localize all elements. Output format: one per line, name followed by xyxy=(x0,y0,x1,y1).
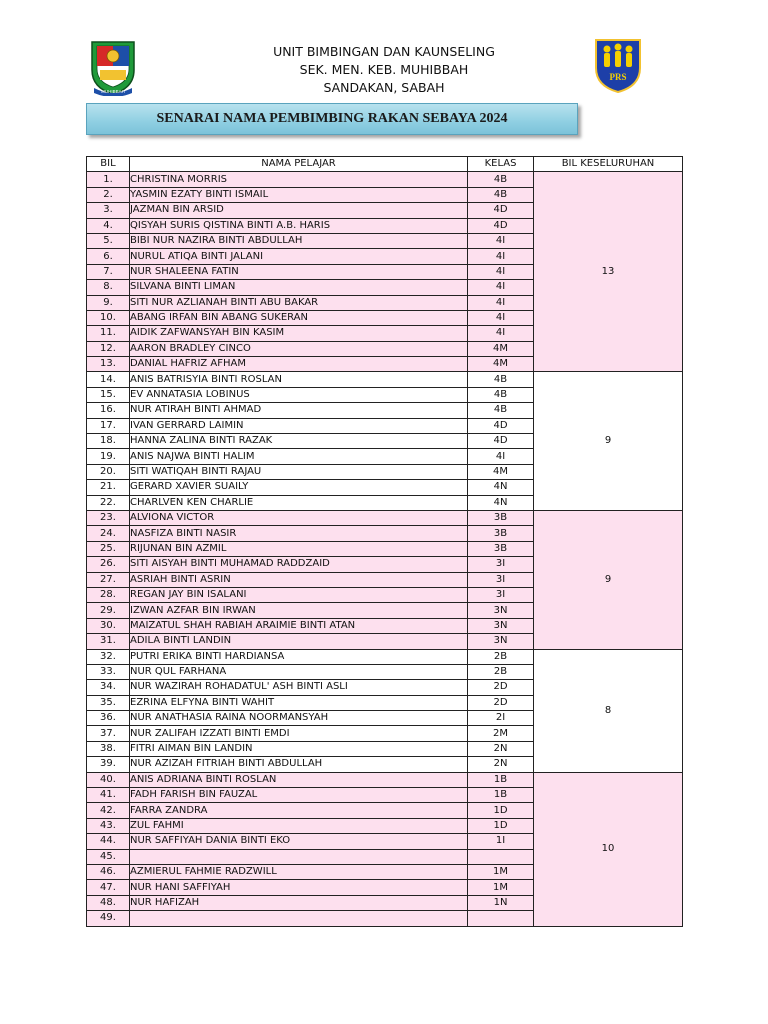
column-header-bil: BIL xyxy=(87,157,130,172)
student-name-cell: IZWAN AZFAR BIN IRWAN xyxy=(130,603,468,618)
row-number-cell: 13. xyxy=(87,357,130,372)
row-number-cell: 1. xyxy=(87,172,130,187)
student-name-cell: QISYAH SURIS QISTINA BINTI A.B. HARIS xyxy=(130,218,468,233)
group-total-cell: 9 xyxy=(534,510,683,649)
class-cell: 2N xyxy=(468,757,534,772)
row-number-cell: 39. xyxy=(87,757,130,772)
student-name-cell: ADILA BINTI LANDIN xyxy=(130,634,468,649)
row-number-cell: 8. xyxy=(87,280,130,295)
student-name-cell: PUTRI ERIKA BINTI HARDIANSA xyxy=(130,649,468,664)
student-name-cell: NUR QUL FARHANA xyxy=(130,664,468,679)
student-name-cell: ANIS ADRIANA BINTI ROSLAN xyxy=(130,772,468,787)
class-cell: 3I xyxy=(468,587,534,602)
class-cell: 4B xyxy=(468,403,534,418)
class-cell: 2N xyxy=(468,741,534,756)
row-number-cell: 48. xyxy=(87,895,130,910)
class-cell: 4D xyxy=(468,434,534,449)
student-name-cell: EZRINA ELFYNA BINTI WAHIT xyxy=(130,695,468,710)
class-cell: 1B xyxy=(468,772,534,787)
class-cell: 4I xyxy=(468,449,534,464)
school-name: SEK. MEN. KEB. MUHIBBAH xyxy=(299,62,469,77)
student-name-cell: EV ANNATASIA LOBINUS xyxy=(130,387,468,402)
row-number-cell: 19. xyxy=(87,449,130,464)
group-total-cell: 8 xyxy=(534,649,683,772)
row-number-cell: 22. xyxy=(87,495,130,510)
student-name-cell: FADH FARISH BIN FAUZAL xyxy=(130,788,468,803)
student-name-cell: BIBI NUR NAZIRA BINTI ABDULLAH xyxy=(130,233,468,248)
student-name-cell: ALVIONA VICTOR xyxy=(130,510,468,525)
class-cell: 1M xyxy=(468,880,534,895)
student-name-cell xyxy=(130,849,468,864)
row-number-cell: 12. xyxy=(87,341,130,356)
student-name-cell: FITRI AIMAN BIN LANDIN xyxy=(130,741,468,756)
student-name-cell: MAIZATUL SHAH RABIAH ARAIMIE BINTI ATAN xyxy=(130,618,468,633)
document-title-banner xyxy=(86,103,578,135)
student-name-cell: NUR WAZIRAH ROHADATUL' ASH BINTI ASLI xyxy=(130,680,468,695)
class-cell: 4I xyxy=(468,264,534,279)
mentor-list-table xyxy=(86,156,683,927)
row-number-cell: 5. xyxy=(87,233,130,248)
class-cell: 2I xyxy=(468,711,534,726)
student-name-cell: NUR ZALIFAH IZZATI BINTI EMDI xyxy=(130,726,468,741)
group-total-cell: 9 xyxy=(534,372,683,511)
row-number-cell: 11. xyxy=(87,326,130,341)
school-header xyxy=(0,43,768,97)
class-cell: 3B xyxy=(468,510,534,525)
crest-ribbon-text: MUHIBBAH xyxy=(101,89,125,94)
student-name-cell: NUR ANATHASIA RAINA NOORMANSYAH xyxy=(130,711,468,726)
class-cell: 1D xyxy=(468,818,534,833)
row-number-cell: 17. xyxy=(87,418,130,433)
class-cell: 3N xyxy=(468,634,534,649)
student-name-cell: SILVANA BINTI LIMAN xyxy=(130,280,468,295)
row-number-cell: 14. xyxy=(87,372,130,387)
row-number-cell: 24. xyxy=(87,526,130,541)
student-name-cell xyxy=(130,911,468,926)
student-name-cell: FARRA ZANDRA xyxy=(130,803,468,818)
class-cell: 4D xyxy=(468,418,534,433)
class-cell: 2B xyxy=(468,649,534,664)
row-number-cell: 45. xyxy=(87,849,130,864)
row-number-cell: 49. xyxy=(87,911,130,926)
student-name-cell: SITI WATIQAH BINTI RAJAU xyxy=(130,464,468,479)
class-cell: 4N xyxy=(468,480,534,495)
student-name-cell: ZUL FAHMI xyxy=(130,818,468,833)
row-number-cell: 47. xyxy=(87,880,130,895)
row-number-cell: 38. xyxy=(87,741,130,756)
class-cell: 1N xyxy=(468,895,534,910)
table-row xyxy=(87,649,683,664)
class-cell: 4I xyxy=(468,310,534,325)
student-name-cell: NUR SAFFIYAH DANIA BINTI EKO xyxy=(130,834,468,849)
table-row xyxy=(87,510,683,525)
row-number-cell: 27. xyxy=(87,572,130,587)
class-cell: 3I xyxy=(468,572,534,587)
row-number-cell: 37. xyxy=(87,726,130,741)
class-cell xyxy=(468,911,534,926)
row-number-cell: 41. xyxy=(87,788,130,803)
student-name-cell: NUR AZIZAH FITRIAH BINTI ABDULLAH xyxy=(130,757,468,772)
row-number-cell: 32. xyxy=(87,649,130,664)
class-cell: 4M xyxy=(468,341,534,356)
class-cell: 4D xyxy=(468,218,534,233)
row-number-cell: 43. xyxy=(87,818,130,833)
class-cell: 1I xyxy=(468,834,534,849)
student-name-cell: DANIAL HAFRIZ AFHAM xyxy=(130,357,468,372)
student-name-cell: ANIS NAJWA BINTI HALIM xyxy=(130,449,468,464)
row-number-cell: 26. xyxy=(87,557,130,572)
student-name-cell: ABANG IRFAN BIN ABANG SUKERAN xyxy=(130,310,468,325)
row-number-cell: 20. xyxy=(87,464,130,479)
row-number-cell: 9. xyxy=(87,295,130,310)
student-name-cell: NASFIZA BINTI NASIR xyxy=(130,526,468,541)
column-header-nama: NAMA PELAJAR xyxy=(130,157,468,172)
student-name-cell: NUR HANI SAFFIYAH xyxy=(130,880,468,895)
student-name-cell: YASMIN EZATY BINTI ISMAIL xyxy=(130,187,468,202)
unit-name: UNIT BIMBINGAN DAN KAUNSELING xyxy=(273,44,495,59)
prs-logo-text: PRS xyxy=(609,72,627,82)
student-name-cell: SITI NUR AZLIANAH BINTI ABU BAKAR xyxy=(130,295,468,310)
student-name-cell: CHRISTINA MORRIS xyxy=(130,172,468,187)
table-body xyxy=(87,172,683,926)
student-name-cell: AZMIERUL FAHMIE RADZWILL xyxy=(130,864,468,879)
class-cell: 4M xyxy=(468,464,534,479)
student-name-cell: IVAN GERRARD LAIMIN xyxy=(130,418,468,433)
row-number-cell: 46. xyxy=(87,864,130,879)
row-number-cell: 25. xyxy=(87,541,130,556)
student-name-cell: AARON BRADLEY CINCO xyxy=(130,341,468,356)
class-cell: 2D xyxy=(468,680,534,695)
row-number-cell: 10. xyxy=(87,310,130,325)
student-name-cell: CHARLVEN KEN CHARLIE xyxy=(130,495,468,510)
column-header-total: BIL KESELURUHAN xyxy=(534,157,683,172)
row-number-cell: 7. xyxy=(87,264,130,279)
class-cell xyxy=(468,849,534,864)
class-cell: 3B xyxy=(468,541,534,556)
table-row xyxy=(87,372,683,387)
class-cell: 1D xyxy=(468,803,534,818)
row-number-cell: 3. xyxy=(87,203,130,218)
row-number-cell: 30. xyxy=(87,618,130,633)
class-cell: 3N xyxy=(468,603,534,618)
class-cell: 3I xyxy=(468,557,534,572)
student-name-cell: HANNA ZALINA BINTI RAZAK xyxy=(130,434,468,449)
student-name-cell: REGAN JAY BIN ISALANI xyxy=(130,587,468,602)
student-name-cell: GERARD XAVIER SUAILY xyxy=(130,480,468,495)
class-cell: 3B xyxy=(468,526,534,541)
student-name-cell: NUR HAFIZAH xyxy=(130,895,468,910)
class-cell: 4B xyxy=(468,387,534,402)
row-number-cell: 18. xyxy=(87,434,130,449)
class-cell: 4M xyxy=(468,357,534,372)
table-row xyxy=(87,772,683,787)
student-name-cell: ANIS BATRISYIA BINTI ROSLAN xyxy=(130,372,468,387)
student-name-cell: JAZMAN BIN ARSID xyxy=(130,203,468,218)
student-name-cell: NURUL ATIQA BINTI JALANI xyxy=(130,249,468,264)
class-cell: 3N xyxy=(468,618,534,633)
class-cell: 4I xyxy=(468,233,534,248)
row-number-cell: 4. xyxy=(87,218,130,233)
group-total-cell: 10 xyxy=(534,772,683,926)
student-name-cell: SITI AISYAH BINTI MUHAMAD RADDZAID xyxy=(130,557,468,572)
student-name-cell: ASRIAH BINTI ASRIN xyxy=(130,572,468,587)
row-number-cell: 23. xyxy=(87,510,130,525)
prs-logo xyxy=(592,36,644,94)
row-number-cell: 2. xyxy=(87,187,130,202)
row-number-cell: 29. xyxy=(87,603,130,618)
class-cell: 1B xyxy=(468,788,534,803)
class-cell: 2D xyxy=(468,695,534,710)
class-cell: 4I xyxy=(468,249,534,264)
group-total-cell: 13 xyxy=(534,172,683,372)
row-number-cell: 28. xyxy=(87,587,130,602)
table-row xyxy=(87,172,683,187)
student-name-cell: NUR SHALEENA FATIN xyxy=(130,264,468,279)
row-number-cell: 15. xyxy=(87,387,130,402)
student-name-cell: RIJUNAN BIN AZMIL xyxy=(130,541,468,556)
class-cell: 4I xyxy=(468,295,534,310)
school-location: SANDAKAN, SABAH xyxy=(323,80,445,95)
student-name-cell: AIDIK ZAFWANSYAH BIN KASIM xyxy=(130,326,468,341)
row-number-cell: 6. xyxy=(87,249,130,264)
row-number-cell: 36. xyxy=(87,711,130,726)
class-cell: 4N xyxy=(468,495,534,510)
student-name-cell: NUR ATIRAH BINTI AHMAD xyxy=(130,403,468,418)
row-number-cell: 35. xyxy=(87,695,130,710)
class-cell: 4I xyxy=(468,280,534,295)
class-cell: 4I xyxy=(468,326,534,341)
table-header-row xyxy=(87,157,683,172)
document-title: SENARAI NAMA PEMBIMBING RAKAN SEBAYA 2024 xyxy=(156,111,508,126)
row-number-cell: 44. xyxy=(87,834,130,849)
class-cell: 2B xyxy=(468,664,534,679)
class-cell: 4D xyxy=(468,203,534,218)
row-number-cell: 21. xyxy=(87,480,130,495)
class-cell: 4B xyxy=(468,172,534,187)
class-cell: 4B xyxy=(468,372,534,387)
class-cell: 2M xyxy=(468,726,534,741)
row-number-cell: 33. xyxy=(87,664,130,679)
row-number-cell: 40. xyxy=(87,772,130,787)
column-header-kelas: KELAS xyxy=(468,157,534,172)
row-number-cell: 34. xyxy=(87,680,130,695)
row-number-cell: 31. xyxy=(87,634,130,649)
class-cell: 4B xyxy=(468,187,534,202)
class-cell: 1M xyxy=(468,864,534,879)
row-number-cell: 42. xyxy=(87,803,130,818)
row-number-cell: 16. xyxy=(87,403,130,418)
